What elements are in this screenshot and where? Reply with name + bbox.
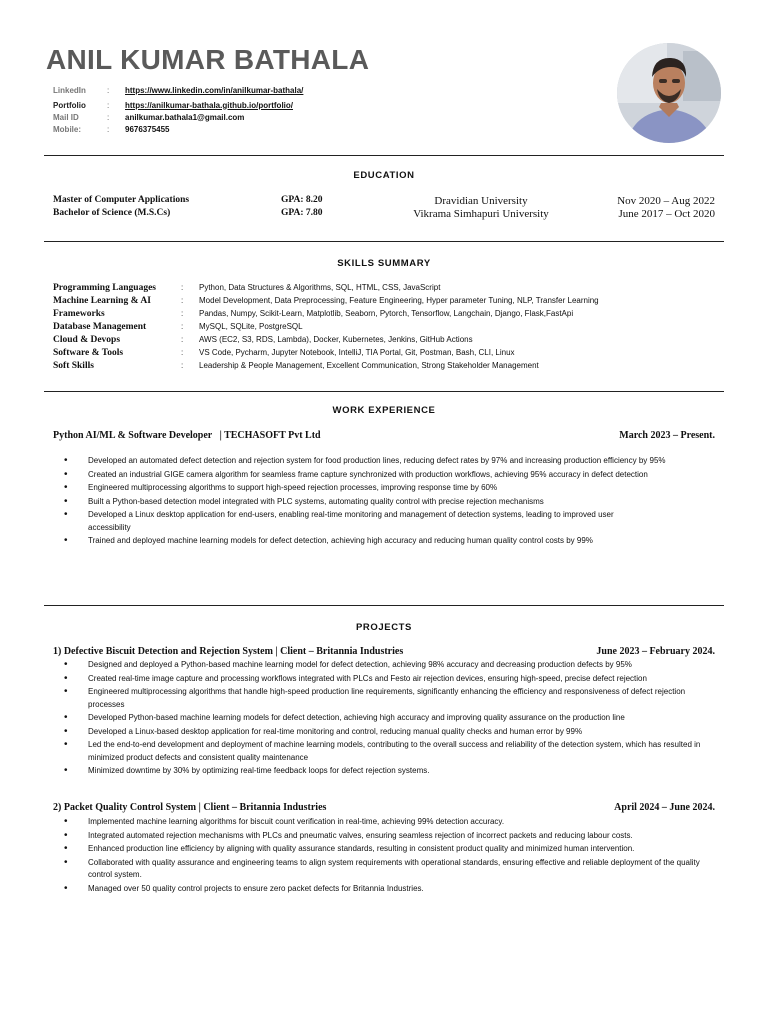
list-item: • Trained and deployed machine learning models for defect detection, achieving high accuracy and reducing human quality control costs by 99%	[60, 535, 722, 548]
contact-colon: :	[107, 85, 110, 95]
dates: June 2017 – Oct 2020	[618, 208, 715, 220]
contact-colon: :	[107, 112, 110, 122]
skill-row	[53, 307, 573, 320]
divider	[44, 155, 724, 156]
divider	[44, 241, 724, 242]
job-role: Python AI/ML & Software Developer | TECHASOFT Pvt Ltd	[53, 430, 321, 441]
contact-label: Mobile:	[53, 124, 81, 134]
skill-row	[53, 294, 599, 307]
skill-colon: :	[181, 309, 184, 318]
list-item: • Minimized downtime by 30% by optimizing real-time feedback loops for defect rejection systems.	[60, 765, 722, 778]
skill-label: Programming Languages	[53, 282, 157, 293]
work-bullets	[60, 455, 722, 549]
skills-title: SKILLS SUMMARY	[337, 258, 431, 269]
list-item: • Designed and deployed a Python-based machine learning model for defect detection, achieving 98% accuracy and decreasing production defects by 95%	[60, 659, 722, 672]
skill-colon: :	[181, 283, 184, 292]
skill-value: VS Code, Pycharm, Jupyter Notebook, IntelliJ, TIA Portal, Git, Postman, Bash, CLI, Linux	[199, 348, 515, 357]
skill-value: AWS (EC2, S3, RDS, Lambda), Docker, Kubernetes, Jenkins, GitHub Actions	[199, 335, 473, 344]
list-item: • Built a Python-based detection model integrated with PLC systems, automating quality control with precise rejection mechanisms	[60, 496, 722, 509]
degree: Master of Computer Applications	[53, 195, 190, 205]
list-item: • Implemented machine learning algorithms for biscuit count verification in real-time, achieving 99% detection accuracy.	[60, 816, 722, 829]
skill-colon: :	[181, 296, 184, 305]
list-item: • Led the end-to-end development and deployment of machine learning models, contributing to the overall success and reliability of the detection system, which has resulted in minimized product defects and consistent quality maintenance	[60, 739, 722, 764]
skill-label: Frameworks	[53, 308, 105, 319]
list-item: • Enhanced production line efficiency by aligning with quality assurance standards, resulting in consistent product quality and minimized human intervention.	[60, 843, 722, 856]
project-title: 2) Packet Quality Control System | Client – Britannia Industries	[53, 802, 327, 813]
list-item: • Developed an automated defect detection and rejection system for food production lines, reducing defect rates by 97% and increasing production efficiency by 95%	[60, 455, 722, 468]
divider	[44, 605, 724, 606]
skill-value: Pandas, Numpy, Scikit-Learn, Matplotlib, Seaborn, Pytorch, Tensorflow, Langchain, Django, Flask,FastApi	[199, 309, 574, 318]
skill-row	[53, 359, 539, 372]
education-title: EDUCATION	[353, 170, 415, 181]
dates: Nov 2020 – Aug 2022	[617, 195, 715, 207]
list-item: • Developed a Linux desktop application for end-users, enabling real-time monitoring and management of detection systems, leading to improved user accessibility	[60, 509, 722, 534]
contact-mail	[53, 112, 303, 123]
list-item: • Collaborated with quality assurance and engineering teams to align system requirements with operational standards, ensuring effective and reliable deployment of the quality control system.	[60, 857, 722, 882]
skill-value: Python, Data Structures & Algorithms, SQL, HTML, CSS, JavaScript	[199, 283, 441, 292]
list-item: • Integrated automated rejection mechanisms with PLCs and pneumatic valves, ensuring seamless rejection of incorrect packets and reducing labour costs.	[60, 830, 722, 843]
skill-value: Model Development, Data Preprocessing, Feature Engineering, Hyper parameter Tuning, NLP, Transfer Learning	[199, 296, 599, 305]
profile-photo	[617, 43, 721, 143]
skill-colon: :	[181, 348, 184, 357]
university: Dravidian University	[434, 195, 528, 207]
education-row	[53, 195, 715, 208]
skill-row	[53, 346, 515, 359]
skill-label: Machine Learning & AI	[53, 295, 151, 306]
skill-row	[53, 281, 440, 294]
contact-linkedin	[53, 84, 303, 97]
list-item: • Developed Python-based machine learning models for defect detection, achieving high accuracy and improving quality assurance on the production line	[60, 712, 722, 725]
gpa: GPA: 7.80	[281, 208, 323, 218]
job-heading	[53, 430, 715, 444]
contact-label: LinkedIn	[53, 85, 86, 95]
skill-label: Database Management	[53, 321, 147, 332]
list-item: • Managed over 50 quality control projects to ensure zero packet defects for Britannia Industries.	[60, 883, 722, 896]
list-item: • Created an industrial GIGE camera algorithm for seamless frame capture synchronized with production workflows, achieving 95% accuracy in defect detection	[60, 469, 722, 482]
list-item: • Developed a Linux-based desktop application for real-time monitoring and control, reducing manual quality checks and human error by 99%	[60, 726, 722, 739]
projects-title: PROJECTS	[355, 622, 412, 633]
work-title: WORK EXPERIENCE	[332, 405, 436, 416]
degree: Bachelor of Science (M.S.Cs)	[53, 208, 171, 218]
project-heading	[53, 802, 715, 816]
contact-portfolio	[53, 99, 303, 112]
divider	[44, 391, 724, 392]
gpa: GPA: 8.20	[281, 195, 323, 205]
mobile-value: 9676375455	[125, 124, 170, 134]
project-bullets	[60, 659, 722, 779]
skill-row	[53, 320, 303, 333]
person-icon	[617, 43, 721, 143]
contact-label: Portfolio	[53, 100, 86, 110]
education-row	[53, 208, 715, 221]
skill-row	[53, 333, 473, 346]
project-title: 1) Defective Biscuit Detection and Rejection System | Client – Britannia Industries	[53, 646, 404, 657]
skill-label: Soft Skills	[53, 360, 94, 371]
contact-label: Mail ID	[53, 112, 79, 122]
skill-value: MySQL, SQLite, PostgreSQL	[199, 322, 303, 331]
skill-colon: :	[181, 322, 184, 331]
email-value: anilkumar.bathala1@gmail.com	[125, 112, 245, 122]
contact-colon: :	[107, 124, 110, 134]
list-item: • Engineered multiprocessing algorithms that handle high-speed production line requirements, significantly enhancing the efficiency and responsiveness of defect rejection processes	[60, 686, 722, 711]
project-heading	[53, 646, 715, 660]
skill-label: Software & Tools	[53, 347, 124, 358]
skill-colon: :	[181, 361, 184, 370]
contact-mobile	[53, 123, 303, 136]
contact-colon: :	[107, 100, 110, 110]
skill-colon: :	[181, 335, 184, 344]
linkedin-link[interactable]: https://www.linkedin.com/in/anilkumar-bathala/	[125, 85, 304, 95]
candidate-name: ANIL KUMAR BATHALA	[46, 44, 370, 75]
project-dates: June 2023 – February 2024.	[596, 646, 715, 657]
university: Vikrama Simhapuri University	[413, 208, 549, 220]
skill-value: Leadership & People Management, Excellent Communication, Strong Stakeholder Management	[199, 361, 539, 370]
project-bullets	[60, 816, 722, 896]
skill-label: Cloud & Devops	[53, 334, 121, 345]
list-item: • Engineered multiprocessing algorithms to support high-speed rejection processes, improving response time by 60%	[60, 482, 722, 495]
project-dates: April 2024 – June 2024.	[614, 802, 715, 813]
list-item: • Created real-time image capture and processing workflows integrated with PLCs and Festo air rejection devices, ensuring high-speed, precise defect rejection	[60, 673, 722, 686]
contact-block	[53, 84, 303, 136]
portfolio-link[interactable]: https://anilkumar-bathala.github.io/portfolio/	[125, 100, 293, 110]
job-dates: March 2023 – Present.	[619, 430, 715, 441]
